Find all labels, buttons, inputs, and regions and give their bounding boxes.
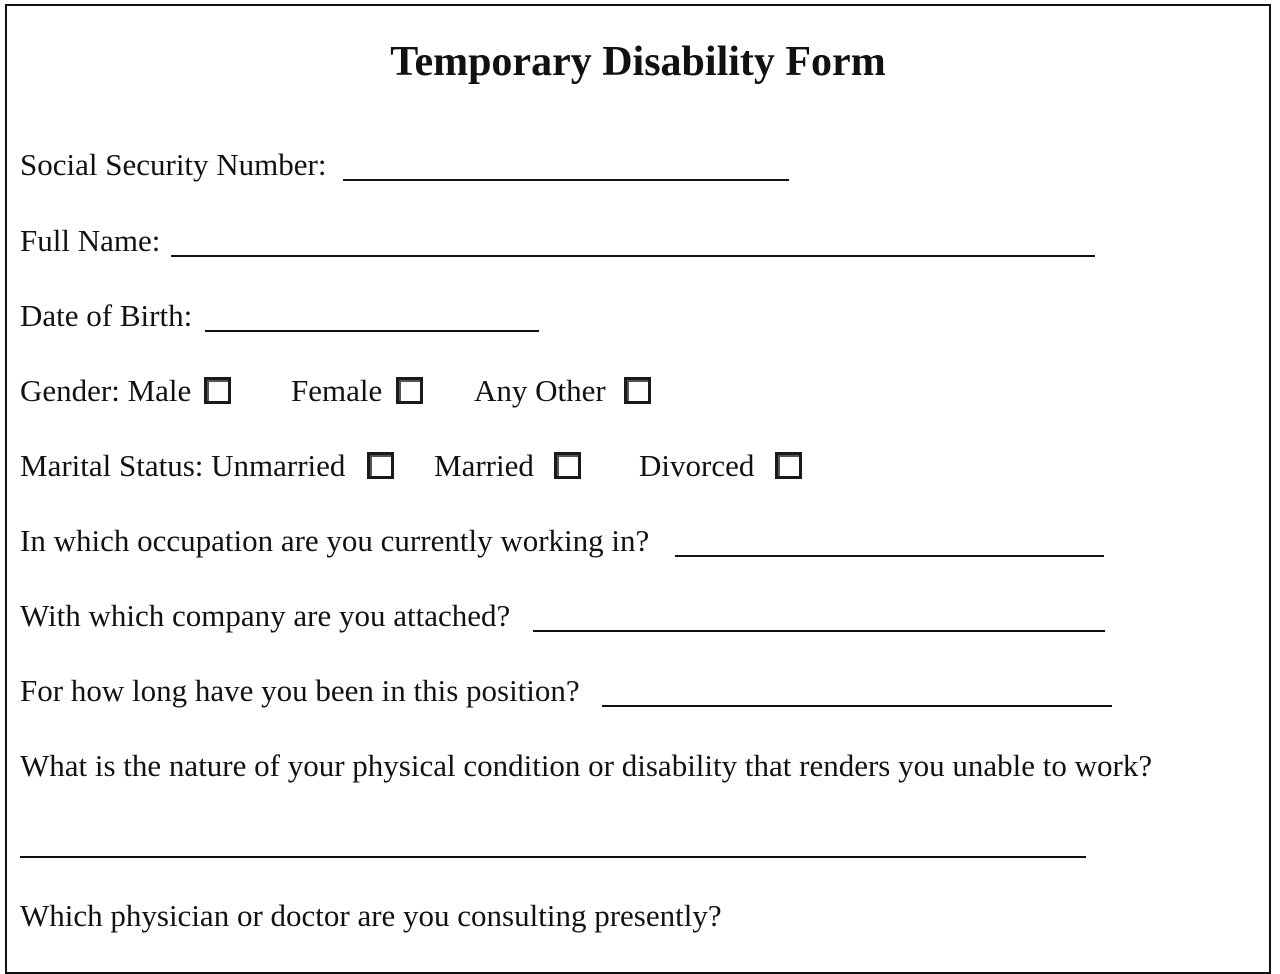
- full-name-field[interactable]: [171, 255, 1095, 257]
- occupation-row: [20, 521, 1120, 561]
- condition-label: What is the nature of your physical condition or disability that renders you unable to work?: [20, 748, 1153, 783]
- condition-answer-row: [20, 822, 1100, 862]
- dob-field[interactable]: [205, 330, 539, 332]
- ssn-row: [20, 145, 820, 185]
- full-name-row: [20, 221, 1120, 261]
- condition-field[interactable]: [20, 856, 1086, 858]
- dob-row: [20, 296, 580, 336]
- ssn-field[interactable]: [343, 179, 789, 181]
- gender-female-label: Female: [291, 373, 383, 408]
- form-title: Temporary Disability Form: [390, 39, 886, 85]
- occupation-field[interactable]: [675, 555, 1104, 557]
- condition-row: [20, 746, 1220, 786]
- marital-row: [20, 446, 840, 486]
- dob-label: Date of Birth:: [20, 298, 193, 333]
- full-name-label: Full Name:: [20, 223, 161, 258]
- physician-row: [20, 896, 920, 936]
- physician-label: Which physician or doctor are you consulting presently?: [20, 898, 722, 933]
- company-label: With which company are you attached?: [20, 598, 511, 633]
- marital-divorced-label: Divorced: [639, 448, 755, 483]
- occupation-label: In which occupation are you currently working in?: [20, 523, 650, 558]
- ssn-label: Social Security Number:: [20, 147, 327, 182]
- marital-divorced-checkbox[interactable]: [775, 452, 802, 479]
- gender-other-label: Any Other: [474, 373, 606, 408]
- gender-label: Gender: Male: [20, 373, 192, 408]
- gender-other-checkbox[interactable]: [624, 377, 651, 404]
- marital-label: Marital Status: Unmarried: [20, 448, 346, 483]
- position-label: For how long have you been in this position?: [20, 673, 580, 708]
- gender-row: [20, 371, 720, 411]
- gender-male-checkbox[interactable]: [204, 377, 231, 404]
- position-field[interactable]: [602, 705, 1112, 707]
- marital-married-label: Married: [434, 448, 534, 483]
- marital-married-checkbox[interactable]: [554, 452, 581, 479]
- company-row: [20, 596, 1120, 636]
- gender-female-checkbox[interactable]: [396, 377, 423, 404]
- marital-unmarried-checkbox[interactable]: [367, 452, 394, 479]
- position-row: [20, 671, 1120, 711]
- company-field[interactable]: [533, 630, 1105, 632]
